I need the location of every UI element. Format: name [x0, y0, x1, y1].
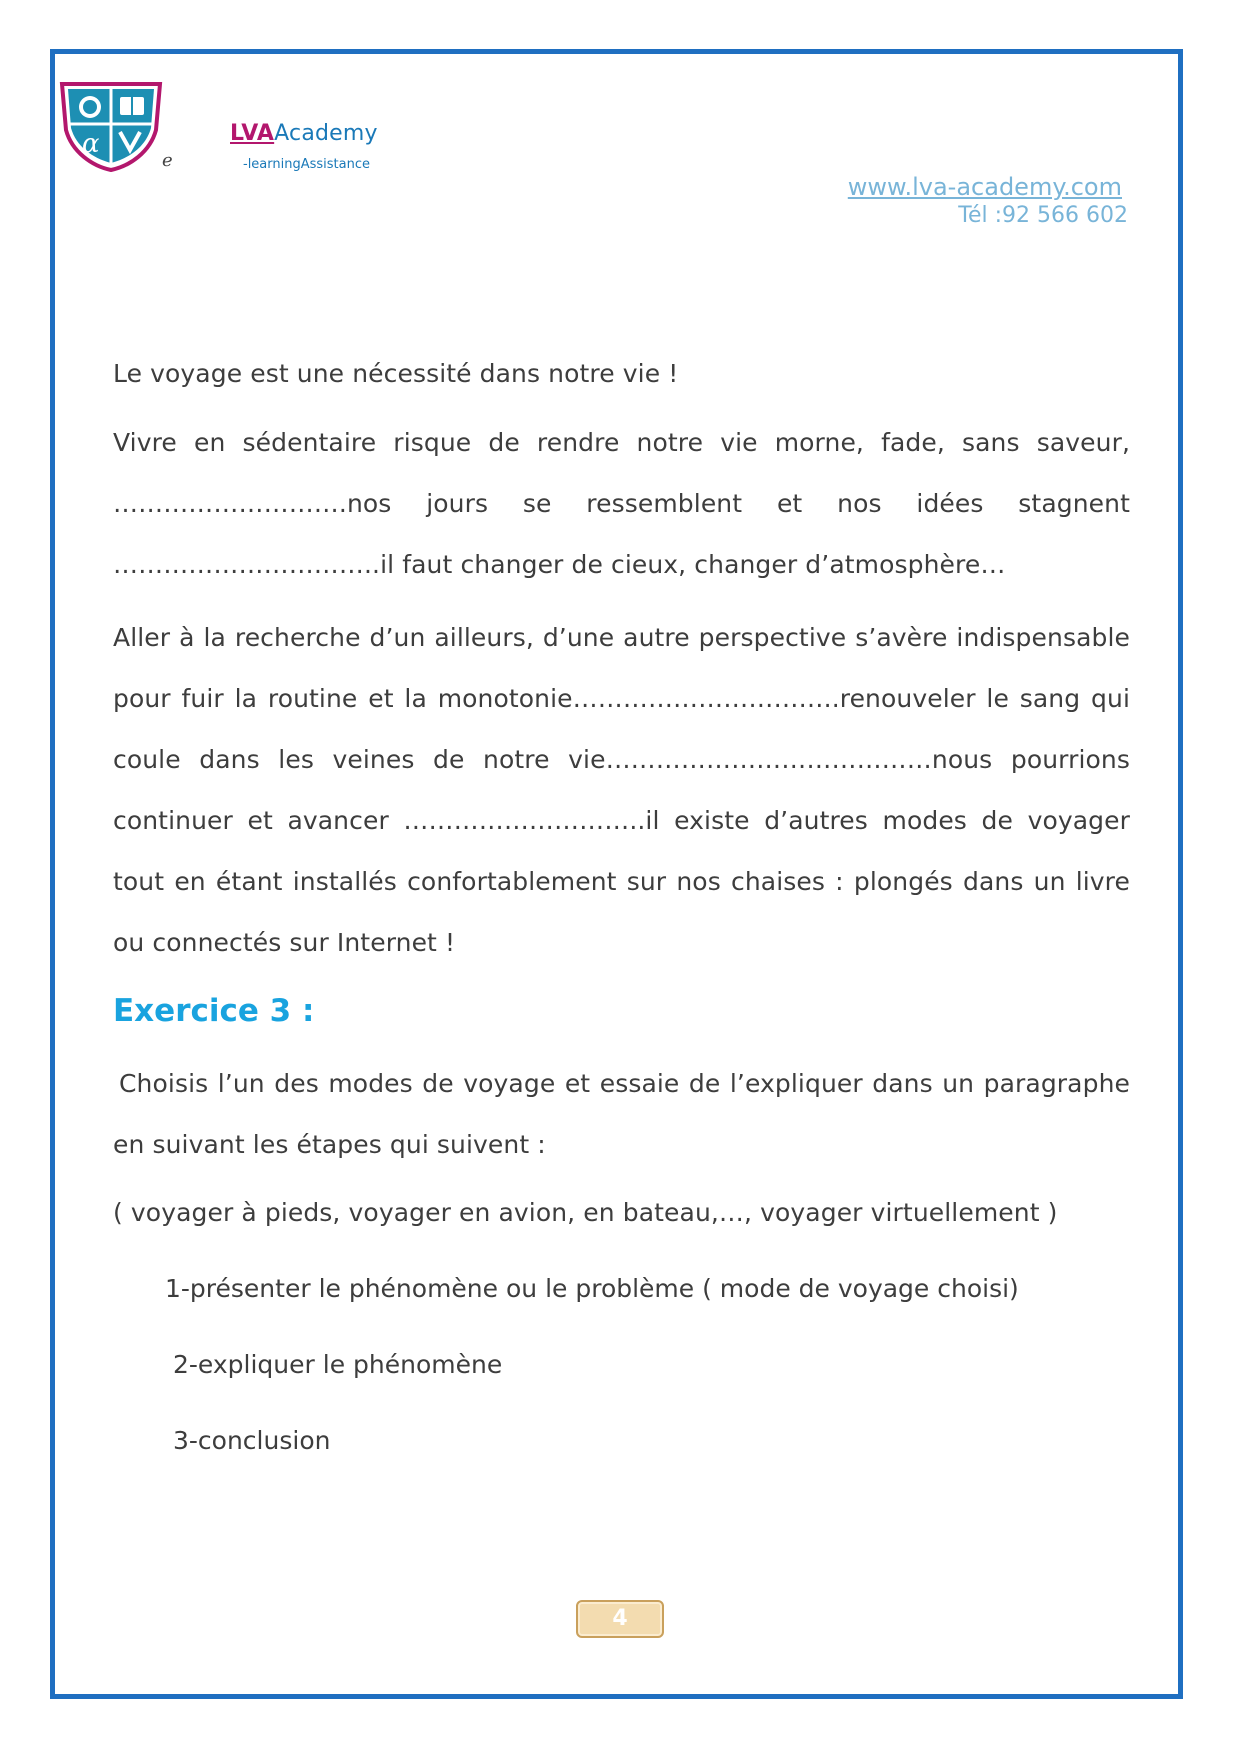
- exercise-instruction: Choisis l’un des modes de voyage et essaie de l’expliquer dans un paragraphe en suivant les étapes qui suivent :: [113, 1069, 1130, 1159]
- brand-name: [230, 121, 378, 146]
- paragraph-sedentary: Vivre en sédentaire risque de rendre notre vie morne, fade, sans saveur, ……………………….nos jours se ressemblent et nos idées stagnent …………………………..il faut changer de cieux, changer d’atmosphère…: [113, 428, 1130, 579]
- paragraph-elsewhere: Aller à la recherche d’un ailleurs, d’une autre perspective s’avère indispensable pour fuir la routine et la monotonie…………………………..renouveler le sang qui coule dans les veines de notre vie…………………………………nous pourrions continuer et avancer ………………………..il existe d’autres modes de voyager tout en étant installés confortablement sur nos chaises : plongés dans un livre ou connectés sur Internet !: [113, 623, 1130, 957]
- academy-logo-shield: [58, 80, 164, 172]
- page-number-badge: 4: [576, 1600, 664, 1638]
- document-body: [113, 350, 1130, 1493]
- svg-text:α: α: [82, 129, 100, 159]
- intro-sentence: Le voyage est une nécessité dans notre vie !: [113, 359, 679, 388]
- brand-subtitle: -learningAssistance: [243, 157, 370, 172]
- logo-e-letter: e: [162, 150, 173, 171]
- step-item: 3-conclusion: [173, 1426, 331, 1455]
- travel-modes-list: ( voyager à pieds, voyager en avion, en bateau,…, voyager virtuellement ): [113, 1198, 1058, 1227]
- step-item: 1-présenter le phénomène ou le problème ( mode de voyage choisi): [165, 1274, 1019, 1303]
- brand-academy: Academy: [274, 121, 378, 146]
- contact-block: [847, 172, 1128, 230]
- exercise-heading: Exercice 3 :: [113, 993, 315, 1029]
- website-link[interactable]: www.lva-academy.com: [847, 173, 1122, 201]
- step-item: 2-expliquer le phénomène: [173, 1350, 503, 1379]
- brand-lva: LVA: [230, 121, 275, 146]
- phone-number: Tél :92 566 602: [958, 203, 1128, 228]
